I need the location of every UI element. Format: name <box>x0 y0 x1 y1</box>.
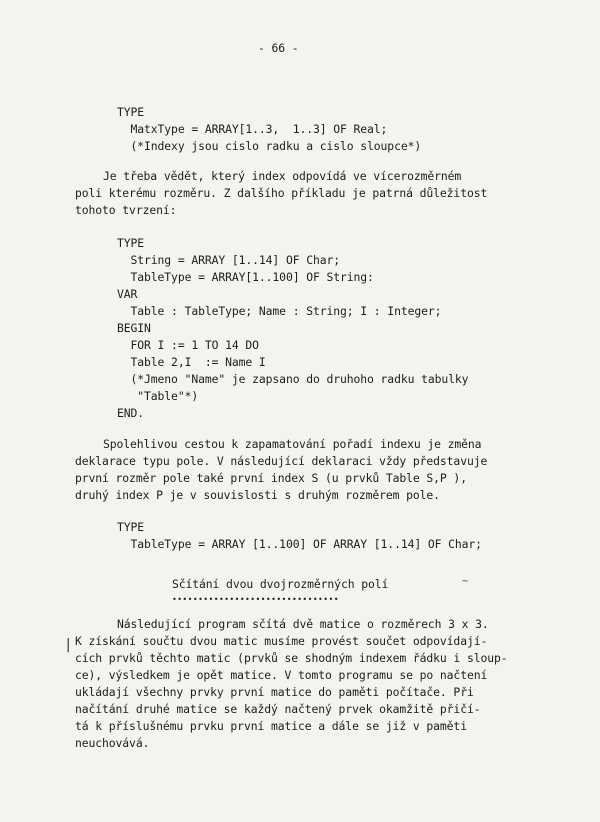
code-line: "Table"*) <box>117 389 199 403</box>
code-line: END. <box>117 406 145 420</box>
code-line: BEGIN <box>117 321 151 335</box>
code-line: Table 2,I := Name I <box>117 355 266 369</box>
paragraph-line: Je třeba vědět, který index odpovídá ve vícerozměrném <box>103 169 462 183</box>
paragraph-line: ce), výsledkem je opět matice. V tomto programu se po načtení <box>75 668 488 682</box>
paragraph-line: neuchovává. <box>75 736 150 750</box>
paragraph-line: druhý index P je v souvislosti s druhým rozměrem pole. <box>75 488 440 502</box>
margin-mark: | <box>64 637 73 653</box>
paragraph-line: ukládají všechny prvky první matice do paměti počítače. Při <box>75 685 474 699</box>
paragraph-line: tá k příslušnému prvku první matice a dále se již v paměti <box>75 719 467 733</box>
paragraph-line: tohoto tvrzení: <box>75 203 177 217</box>
section-title: Sčítání dvou dvojrozměrných polí <box>172 577 389 591</box>
code-line: TableType = ARRAY [1..100] OF ARRAY [1..14] OF Char; <box>117 537 482 551</box>
paragraph-line: poli kterému rozměru. Z dalšího příkladu je patrná důležitost <box>75 186 488 200</box>
code-line: (*Indexy jsou cislo radku a cislo sloupce*) <box>117 139 422 153</box>
code-line: Table : TableType; Name : String; I : Integer; <box>117 304 442 318</box>
code-line: TYPE <box>117 520 145 534</box>
section-underline: •••••••••••••••••••••••••••••••• <box>172 595 339 604</box>
code-line: String = ARRAY [1..14] OF Char; <box>117 253 341 267</box>
code-line: VAR <box>117 287 138 301</box>
paragraph-line: deklarace typu pole. V následující deklaraci vždy představuje <box>75 454 488 468</box>
code-line: MatxType = ARRAY[1..3, 1..3] OF Real; <box>117 122 388 136</box>
code-line: (*Jmeno "Name" je zapsano do druhoho radku tabulky <box>117 372 469 386</box>
code-line: TableType = ARRAY[1..100] OF String: <box>117 270 374 284</box>
page-number: - 66 - <box>258 41 299 55</box>
paragraph-line: první rozměr pole také první index S (u prvků Table S,P ), <box>75 471 467 485</box>
code-line: TYPE <box>117 105 145 119</box>
code-line: TYPE <box>117 236 145 250</box>
code-line: FOR I := 1 TO 14 DO <box>117 338 259 352</box>
paragraph-line: K získání součtu dvou matic musíme provést součet odpovídají- <box>75 634 488 648</box>
paragraph-line: načítání druhé matice se každý načtený prvek okamžitě přičí- <box>75 702 481 716</box>
paragraph-line: Následující program sčítá dvě matice o rozměrech 3 x 3. <box>117 617 489 631</box>
paragraph-line: Spolehlivou cestou k zapamatování pořadí indexu je změna <box>103 437 482 451</box>
paragraph-line: cích prvků těchto matic (prvků se shodným indexem řádku i sloup- <box>75 651 508 665</box>
stray-mark: ~ <box>462 576 469 587</box>
